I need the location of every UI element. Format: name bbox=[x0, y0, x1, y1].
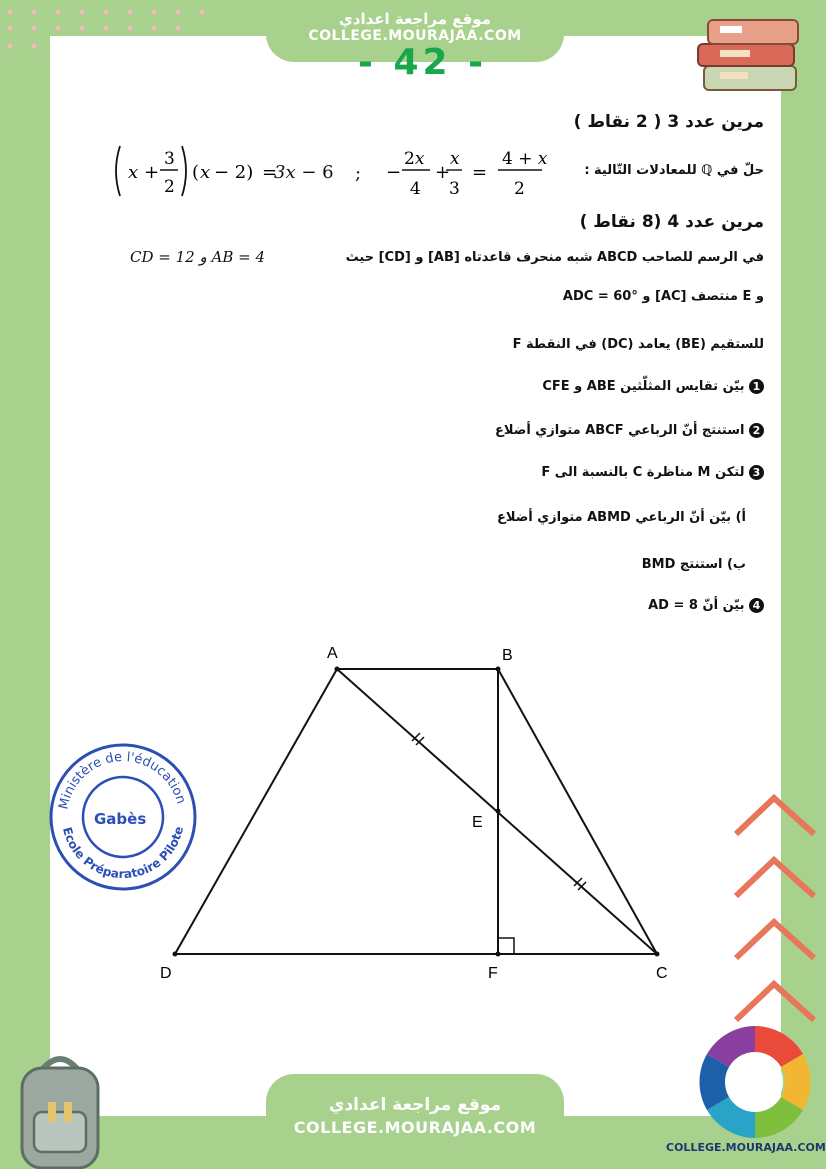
svg-text:x: x bbox=[200, 162, 211, 183]
segment-ad bbox=[175, 669, 337, 954]
stamp-outer-text: Ministère de l'éducation bbox=[56, 749, 189, 811]
segment-bc bbox=[498, 669, 657, 954]
books-icon bbox=[690, 10, 810, 100]
question-4-number: 4 bbox=[749, 598, 764, 613]
logo-url[interactable]: COLLEGE.MOURAJAA.COM bbox=[666, 1141, 826, 1154]
svg-text:x: x bbox=[128, 162, 139, 183]
svg-text:2x: 2x bbox=[404, 149, 425, 169]
svg-text:+: + bbox=[435, 162, 451, 183]
point-b-label: B bbox=[502, 647, 513, 664]
question-4-text: بيّن أنّ AD = 8 bbox=[648, 598, 745, 613]
question-3-number: 3 bbox=[749, 465, 764, 480]
decorative-chevrons bbox=[730, 790, 820, 1030]
question-2-text: استنتج أنّ الرباعي ABCF متوازي أضلاع bbox=[495, 423, 745, 438]
svg-text:4: 4 bbox=[410, 179, 421, 199]
question-3-text: لتكن M مناظرة C بالنسبة الى F bbox=[541, 465, 745, 480]
svg-text:− 2): − 2) bbox=[214, 162, 254, 183]
exercise-4-header: مرين عدد 4 (8 نقاط ) bbox=[579, 212, 764, 232]
question-3 bbox=[541, 465, 764, 480]
right-angle-mark bbox=[498, 938, 514, 954]
exercise-4-intro-1: في الرسم للصاحب ABCD شبه منحرف قاعدتاه [AB] و [CD] حيث bbox=[345, 250, 764, 265]
svg-text:2: 2 bbox=[514, 179, 525, 199]
bottom-banner-url[interactable]: COLLEGE.MOURAJAA.COM bbox=[293, 1118, 537, 1137]
bottom-banner-title: موقع مراجعة اعدادي bbox=[328, 1095, 502, 1115]
equation-separator: ; bbox=[355, 163, 362, 184]
exercise-4-intro-1-math: CD = 12 و AB = 4 bbox=[130, 248, 265, 266]
svg-text:2: 2 bbox=[164, 177, 175, 197]
question-1-text: بيّن تقايس المثلّثين ABE و CFE bbox=[542, 379, 745, 394]
exercise-3-header: مرين عدد 3 ( 2 نقاط ) bbox=[573, 112, 764, 132]
point-d-label: D bbox=[160, 965, 172, 982]
point-f-label: F bbox=[488, 965, 498, 982]
svg-text:−: − bbox=[386, 162, 402, 183]
svg-text:x: x bbox=[450, 149, 460, 169]
page-number: - 42 - bbox=[358, 42, 488, 83]
svg-text:(: ( bbox=[192, 162, 200, 183]
site-logo-icon bbox=[694, 1022, 816, 1142]
backpack-icon bbox=[4, 1052, 116, 1169]
exercise-4-intro-3: للستقيم (BE) يعامد (DC) في النقطة F bbox=[512, 337, 764, 352]
question-1 bbox=[542, 379, 764, 394]
top-banner-url[interactable]: COLLEGE.MOURAJAA.COM bbox=[308, 28, 522, 44]
stamp-bottom-text: Ecole Préparatoire Pilote bbox=[60, 824, 187, 882]
svg-text:=: = bbox=[472, 162, 488, 183]
equation-2 bbox=[384, 140, 564, 202]
svg-text:3: 3 bbox=[164, 149, 175, 169]
question-3b: ب) استنتج BMD bbox=[641, 557, 746, 572]
school-stamp bbox=[48, 742, 198, 892]
point-c-label: C bbox=[656, 965, 668, 982]
question-4 bbox=[648, 598, 764, 613]
stamp-center-text: Gabès bbox=[94, 810, 147, 828]
equation-1-rhs: 3x − 6 bbox=[274, 162, 334, 183]
question-3a: أ) بيّن أنّ الرباعي ABMD متوازي أضلاع bbox=[496, 510, 746, 525]
exercise-3-instruction: حلّ في ℚ للمعادلات التّالية : bbox=[584, 163, 764, 178]
bottom-banner bbox=[266, 1074, 564, 1154]
point-e-label: E bbox=[472, 814, 483, 831]
question-1-number: 1 bbox=[749, 379, 764, 394]
svg-text:4 + x: 4 + x bbox=[502, 149, 548, 169]
svg-text:=: = bbox=[262, 162, 278, 183]
svg-text:+: + bbox=[144, 162, 160, 183]
point-a-label: A bbox=[327, 645, 338, 662]
trapezoid-figure bbox=[150, 640, 690, 990]
top-banner-title: موقع مراجعة اعدادي bbox=[339, 10, 491, 28]
question-2-number: 2 bbox=[749, 423, 764, 438]
svg-text:Ministère de l'éducation bbox=[56, 750, 188, 811]
exercise-4-intro-2: و E منتصف [AC] و ADC = 60° bbox=[562, 289, 764, 304]
svg-text:3: 3 bbox=[449, 179, 460, 199]
question-2 bbox=[495, 423, 764, 438]
